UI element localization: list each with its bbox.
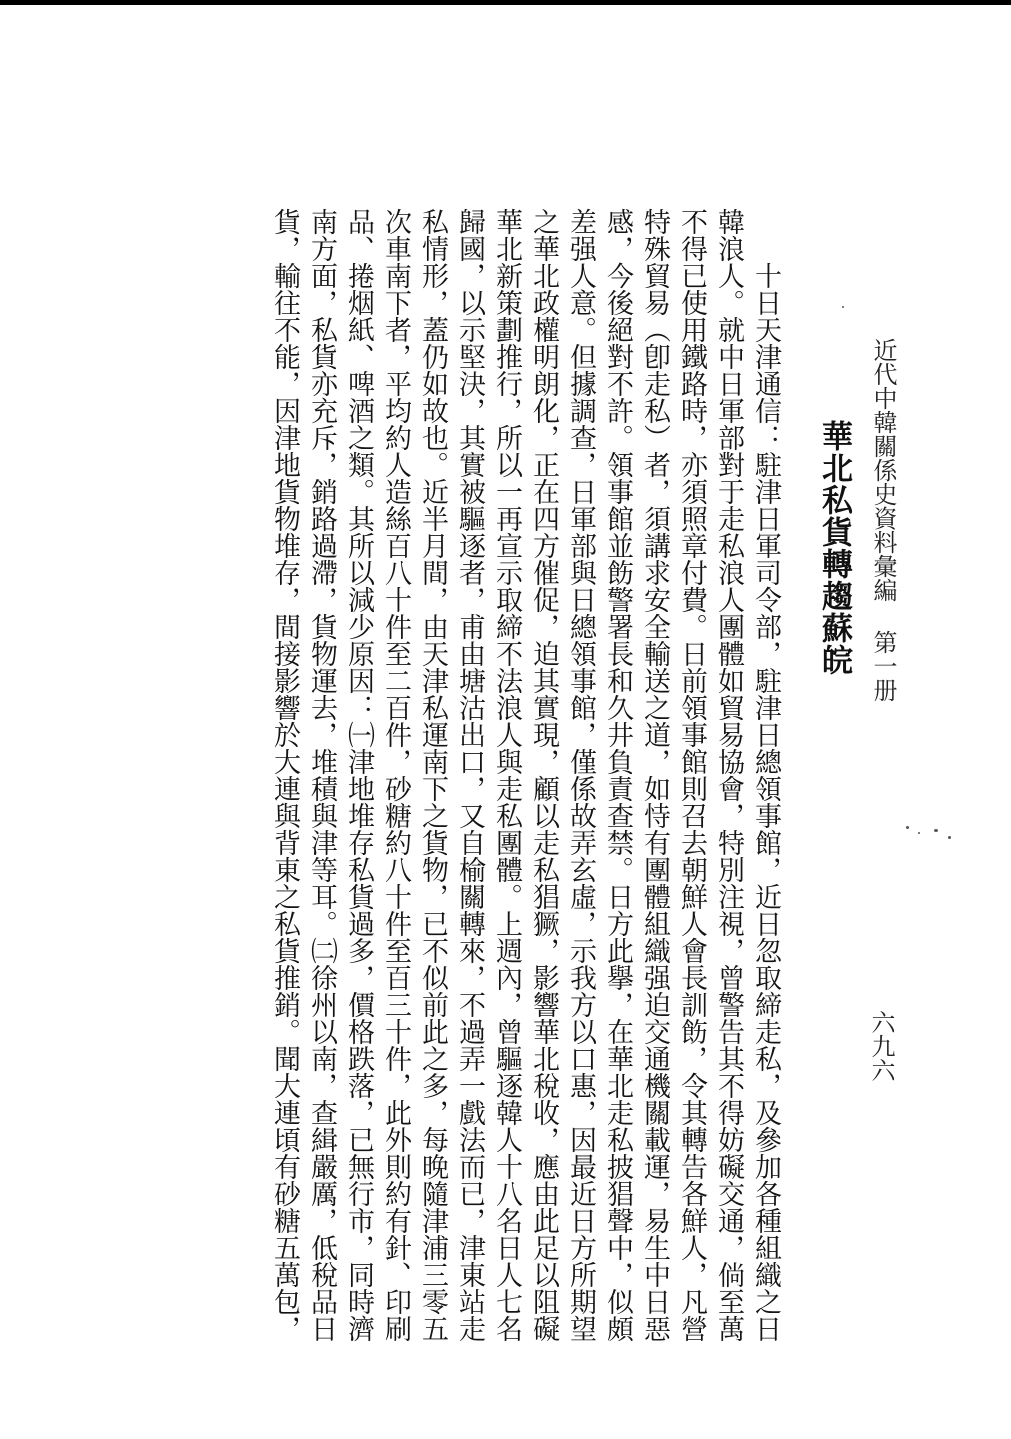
- body-line-13: 南方面，私貨亦充斥，銷路過滯，貨物運去，堆積與津等耳。㈡徐州以南，查緝嚴厲，低稅品日: [306, 208, 337, 1342]
- body-line-12: 品、捲烟紙、啤酒之類。其所以減少原因：㈠津地堆存私貨過多，價格跌落，已無行市，同時濟: [343, 208, 374, 1342]
- body-line-6: 差强人意。但據調查，日軍部與日總領事館，僅係故弄玄虛，示我方以口惠，因最近日方所期望: [565, 208, 596, 1342]
- body-line-2: 韓浪人。就中日軍部對于走私浪人團體如貿易協會，特別注視，曾警告其不得妨礙交通，倘至萬: [713, 208, 744, 1342]
- body-line-5: 感，今後絕對不許。領事館並飭警署長和久井負責查禁。日方此擧，在華北走私披猖聲中，似頗: [602, 208, 633, 1342]
- scan-speck: [918, 832, 920, 834]
- running-head: 近代中韓關係史資料彙編 第一册: [869, 338, 897, 702]
- body-line-14: 貨，輸往不能，因津地貨物堆存，間接影響於大連與背東之私貨推銷。聞大連頃有砂糖五萬包，: [269, 208, 300, 1342]
- body-line-9: 歸國，以示堅決，其實被驅逐者，甫由塘沽出口，又自榆關轉來，不過弄一戲法而已，津東站走: [454, 208, 485, 1342]
- body-line-7: 之華北政權明朗化，正在四方催促，迫其實現，顧以走私猖獗，影響華北稅收，應由此足以阻礙: [528, 208, 559, 1342]
- body-line-1: 十日天津通信：駐津日軍司令部，駐津日總領事館，近日忽取締走私，及參加各種組織之日: [750, 262, 781, 1342]
- scan-speck: [948, 836, 951, 839]
- body-line-3: 不得已使用鐵路時，亦須照章付費。日前領事館則召去朝鮮人會長訓飭，令其轉告各鮮人，凡營: [676, 208, 707, 1342]
- body-line-8: 華北新策劃推行，所以一再宣示取締不法浪人與走私團體。上週內，曾驅逐韓人十八名日人七名: [491, 208, 522, 1342]
- top-border-rule: [0, 0, 1011, 5]
- body-line-4: 特殊貿易（卽走私）者，須講求安全輸送之道，如恃有團體組織强迫交通機關載運，易生中日惡: [639, 208, 670, 1342]
- scan-speck: [906, 826, 909, 829]
- body-line-10: 私情形，蓋仍如故也。近半月間，由天津私運南下之貨物，已不似前此之多，每晚隨津浦三零五: [417, 208, 448, 1342]
- scan-speck: [842, 306, 844, 308]
- article-title: 華北私貨轉趨蘇皖: [816, 420, 852, 676]
- body-line-11: 次車南下者，平均約人造絲百八十件至二百件，砂糖約八十件至百三十件，此外則約有針、印刷: [380, 208, 411, 1342]
- scan-speck: [934, 829, 938, 832]
- page-number: 六九六: [867, 1010, 895, 1082]
